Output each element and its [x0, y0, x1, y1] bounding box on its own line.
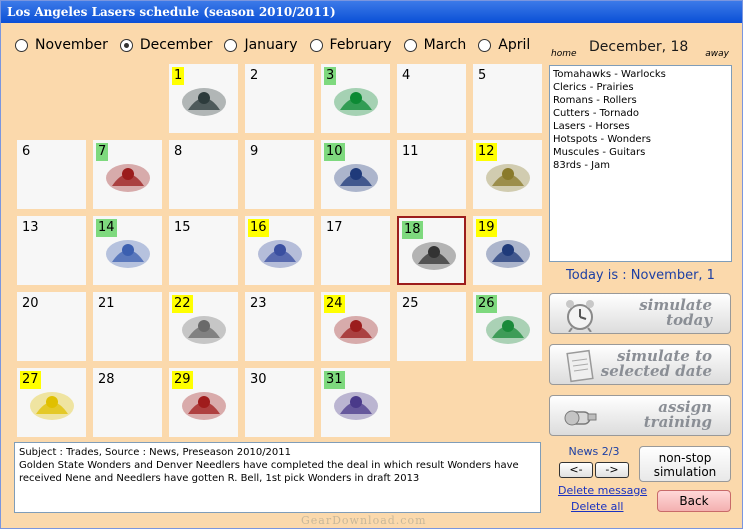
day-number: 30: [250, 372, 267, 387]
day-number: 2: [250, 68, 259, 83]
calendar-day[interactable]: [321, 292, 390, 361]
calendar-pad-icon: [560, 349, 600, 386]
calendar-day[interactable]: [169, 64, 238, 133]
83rds-logo: [250, 232, 309, 282]
games-list[interactable]: [549, 65, 732, 262]
calendar-day[interactable]: [321, 216, 390, 285]
day-number: 5: [478, 68, 487, 83]
calendar-day[interactable]: [17, 368, 86, 437]
calendar-day[interactable]: [17, 292, 86, 361]
calendar-day[interactable]: [245, 216, 314, 285]
prev-news-button[interactable]: <-: [559, 462, 593, 478]
day-number: 27: [22, 372, 39, 387]
month-label: April: [498, 37, 531, 53]
today-label: Today is : November, 1: [566, 268, 715, 283]
assign-training-line1: assign: [658, 398, 712, 416]
tornado-logo: [326, 308, 385, 358]
day-number: 22: [174, 296, 191, 311]
whistle-icon: [560, 400, 600, 437]
calendar-day[interactable]: [397, 216, 466, 285]
radio-icon[interactable]: [15, 39, 28, 52]
month-label: November: [35, 37, 108, 53]
radio-icon[interactable]: [310, 39, 323, 52]
window-title: Los Angeles Lasers schedule (season 2010/2011): [1, 1, 742, 23]
watermark: GearDownload.com: [301, 514, 427, 527]
calendar-day[interactable]: [473, 64, 542, 133]
cutters-logo: [174, 308, 233, 358]
calendar-day[interactable]: [169, 292, 238, 361]
date-header: [547, 39, 737, 63]
calendar-day[interactable]: [321, 368, 390, 437]
day-number: 7: [98, 144, 107, 159]
news-body: Golden State Wonders and Denver Needlers have completed the deal in which result Wonders have received Nene and Needlers have gotten R. Bell, 1st pick Wonders in draft 2013: [19, 460, 519, 484]
prairies-logo: [478, 156, 537, 206]
calendar-day[interactable]: [93, 292, 162, 361]
assign-training-button[interactable]: [549, 395, 731, 436]
calendar-day[interactable]: [245, 368, 314, 437]
news-counter: News 2/3: [568, 445, 620, 458]
delete-all-link[interactable]: Delete all: [571, 500, 624, 513]
game-item[interactable]: Hotspots - Wonders: [553, 134, 651, 145]
calendar-day[interactable]: [93, 216, 162, 285]
calendar-day[interactable]: [245, 140, 314, 209]
day-number: 26: [478, 296, 495, 311]
back-button[interactable]: Back: [657, 490, 731, 512]
day-number: 10: [326, 144, 343, 159]
radio-icon[interactable]: [478, 39, 491, 52]
calendar-day[interactable]: [321, 140, 390, 209]
day-number: 1: [174, 68, 183, 83]
day-number: 25: [402, 296, 419, 311]
day-number: 21: [98, 296, 115, 311]
game-item[interactable]: Lasers - Horses: [553, 121, 630, 132]
month-label: December: [139, 37, 213, 53]
day-number: 3: [326, 68, 335, 83]
game-item[interactable]: Muscules - Guitars: [553, 147, 646, 158]
day-number: 23: [250, 296, 267, 311]
game-item[interactable]: Romans - Rollers: [553, 95, 637, 106]
game-item[interactable]: Clerics - Prairies: [553, 82, 634, 93]
day-number: 24: [326, 296, 343, 311]
month-selector: [15, 37, 543, 55]
clerics-logo: [478, 308, 537, 358]
day-number: 19: [478, 220, 495, 235]
simulate-to-date-button[interactable]: [549, 344, 731, 385]
tornado-logo: [98, 156, 157, 206]
day-number: 31: [326, 372, 343, 387]
day-number: 16: [250, 220, 267, 235]
calendar-day[interactable]: [169, 368, 238, 437]
day-number: 9: [250, 144, 259, 159]
month-option[interactable]: [224, 37, 297, 53]
day-number: 6: [22, 144, 31, 159]
month-option[interactable]: [310, 37, 392, 53]
day-number: 29: [174, 372, 191, 387]
calendar-day[interactable]: [169, 140, 238, 209]
romans-logo: [174, 384, 233, 434]
day-number: 20: [22, 296, 39, 311]
brutals-logo: [326, 80, 385, 130]
day-number: 28: [98, 372, 115, 387]
home-label: home: [551, 49, 577, 59]
calendar-day[interactable]: [397, 292, 466, 361]
day-number: 17: [326, 220, 343, 235]
calendar-day[interactable]: [397, 64, 466, 133]
calendar-day[interactable]: [473, 292, 542, 361]
month-option[interactable]: [478, 37, 530, 53]
calendar-day[interactable]: [169, 216, 238, 285]
month-label: March: [423, 37, 467, 53]
day-number: 15: [174, 220, 191, 235]
calendar-day[interactable]: [397, 140, 466, 209]
month-option[interactable]: [15, 37, 108, 53]
nonstop-line1: non-stop: [658, 451, 712, 465]
game-item[interactable]: 83rds - Jam: [553, 160, 611, 171]
delete-message-link[interactable]: Delete message: [558, 484, 648, 497]
calendar-day[interactable]: [473, 216, 542, 285]
calendar-day[interactable]: [17, 216, 86, 285]
month-option[interactable]: [120, 37, 213, 53]
next-news-button[interactable]: ->: [595, 462, 629, 478]
muscules-logo: [98, 232, 157, 282]
rollers-logo: [22, 384, 81, 434]
game-item[interactable]: Tomahawks - Warlocks: [553, 69, 666, 80]
calendar-day[interactable]: [245, 64, 314, 133]
tomahawks-logo: [326, 384, 385, 434]
selected-date: December, 18: [589, 39, 689, 55]
simulate-today-line2: today: [666, 311, 712, 329]
calendar-day[interactable]: [17, 140, 86, 209]
calendar-day[interactable]: [93, 368, 162, 437]
game-item[interactable]: Cutters - Tornado: [553, 108, 639, 119]
calendar-day[interactable]: [93, 140, 162, 209]
tall-boys-logo: [326, 156, 385, 206]
day-number: 4: [402, 68, 411, 83]
nonstop-line2: simulation: [653, 465, 717, 479]
month-option[interactable]: [404, 37, 467, 53]
calendar-day[interactable]: [245, 292, 314, 361]
radio-icon[interactable]: [224, 39, 237, 52]
day-number: 12: [478, 144, 495, 159]
radio-icon[interactable]: [120, 39, 133, 52]
spurs-logo: [174, 80, 233, 130]
simulate-date-line2: selected date: [600, 362, 712, 380]
day-number: 13: [22, 220, 39, 235]
day-number: 11: [402, 144, 419, 159]
calendar-day[interactable]: [321, 64, 390, 133]
month-label: February: [329, 37, 392, 53]
simulate-date-line1: simulate to: [617, 347, 712, 365]
day-number: 14: [98, 220, 115, 235]
tall-boys-logo: [478, 232, 537, 282]
simulate-today-line1: simulate: [639, 296, 712, 314]
alarm-clock-icon: [560, 298, 600, 335]
day-number: 8: [174, 144, 183, 159]
away-label: away: [705, 49, 729, 59]
news-panel: [14, 442, 541, 513]
nonstop-simulation-button[interactable]: [639, 446, 731, 482]
horses-logo: [404, 234, 463, 284]
assign-training-line2: training: [643, 413, 712, 431]
month-label: January: [244, 37, 298, 53]
news-subject: Subject : Trades, Source : News, Preseason 2010/2011: [19, 447, 292, 458]
day-number: 18: [404, 222, 421, 237]
simulate-today-button[interactable]: [549, 293, 731, 334]
calendar-day[interactable]: [473, 140, 542, 209]
radio-icon[interactable]: [404, 39, 417, 52]
